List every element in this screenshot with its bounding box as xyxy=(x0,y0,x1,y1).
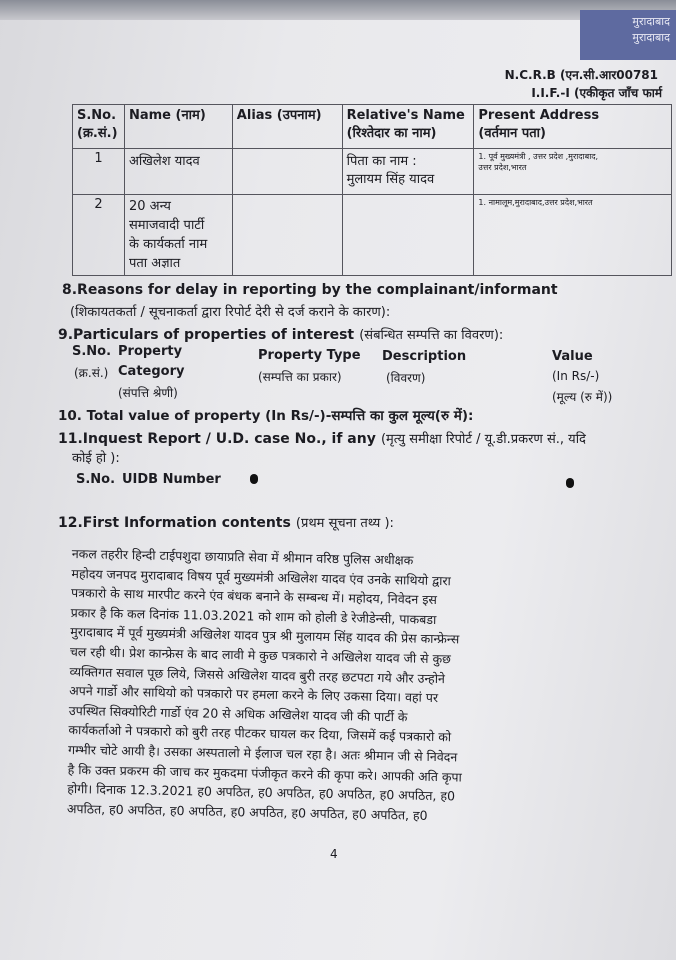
iif-header: I.I.F.-I (एकीकृत जाँच फार्म xyxy=(531,86,662,100)
stamp-line-1: मुरादाबाद xyxy=(632,15,670,28)
ink-blot xyxy=(250,474,258,484)
prop-col-value-hi: (मूल्य (रु में)) xyxy=(552,390,613,404)
col-relative-hi: (रिश्तेदार का नाम) xyxy=(346,126,437,141)
section-11-title-hi: (मृत्यु समीक्षा रिपोर्ट / यू.डी.प्रकरण सं., यदि xyxy=(380,432,586,447)
prop-col-category-hi: (संपत्ति श्रेणी) xyxy=(118,386,178,400)
row1-alias xyxy=(232,149,342,195)
fir-line: नकल तहरीर हिन्दी टाईपशुदा छायाप्रति सेवा में श्रीमान वरिष्ठ पुलिस अधीक्षक xyxy=(71,545,414,568)
row1-address xyxy=(474,149,672,195)
row1-address-2: उत्तर प्रदेश,भारत xyxy=(478,163,527,172)
prop-col-category: Category xyxy=(118,364,185,379)
prop-col-value-unit: (In Rs/-) xyxy=(552,369,600,383)
row2-alias xyxy=(232,195,342,276)
section-12-title-hi: (प्रथम सूचना तथ्य ): xyxy=(295,516,394,531)
inquest-col-sno: S.No. xyxy=(76,472,116,487)
prop-col-type-hi: (सम्पत्ति का प्रकार) xyxy=(258,370,342,384)
inquest-col-uidb: UIDB Number xyxy=(122,472,221,487)
section-12-heading xyxy=(58,512,394,531)
prop-col-type: Property Type xyxy=(258,348,361,363)
col-address-hi: (वर्तमान पता) xyxy=(478,126,546,141)
row2-name-1: 20 अन्य xyxy=(128,199,171,214)
fir-line: मुरादाबाद में पूर्व मुख्यमंत्री अखिलेश यादव पुत्र श्री मुलायम सिंह यादव की प्रेस कान्फ्रेन्स xyxy=(70,624,460,647)
row1-relative-2: मुलायम सिंह यादव xyxy=(346,172,435,187)
fir-line: उपस्थित सिक्योरिटी गार्डो एंव 20 से अधिक अखिलेश यादव जी की पार्टी के xyxy=(68,702,408,725)
fir-line: अपठित, ह0 अपठित, ह0 अपठित, ह0 अपठित, ह0 अपठित, ह0 अपठित, ह0 xyxy=(66,800,428,823)
fir-line: महोदय जनपद मुरादाबाद विषय पूर्व मुख्यमंत्री अखिलेश यादव एंव उनके साथियो द्वारा xyxy=(71,565,451,588)
accused-table xyxy=(72,104,672,276)
row1-address-1: 1. पूर्व मुख्यमंत्री , उत्तर प्रदेश ,मुरादाबाद, xyxy=(478,152,599,161)
page-number: 4 xyxy=(330,847,338,861)
fir-line: होगी। दिनाक 12.3.2021 ह0 अपठित, ह0 अपठित, ह0 अपठित, ह0 अपठित, ह0 xyxy=(67,781,456,804)
row2-sno: 2 xyxy=(73,195,125,276)
office-stamp xyxy=(580,10,676,60)
row2-name-4: पता अज्ञात xyxy=(128,256,181,271)
section-8-title: 8.Reasons for delay in reporting by the complainant/informant xyxy=(62,282,558,298)
col-relative-en: Relative's Name xyxy=(346,108,465,123)
section-11-title: 11.Inquest Report / U.D. case No., if any xyxy=(58,431,376,447)
fir-line: व्यक्तिगत सवाल पूछ लिये, जिससे अखिलेश यादव बुरी तरह छटपटा गये और उन्होने xyxy=(69,663,446,686)
fir-line: है कि उक्त प्रकरम की जाच कर मुकदमा पंजीकृत करने की कृपा करे। आपकी अति कृपा xyxy=(67,761,463,785)
section-11-heading xyxy=(58,428,586,447)
fir-line: गम्भीर चोटे आयी है। उसका अस्पतालो मे ईलाज चल रहा है। अतः श्रीमान जी से निवेदन xyxy=(67,741,458,765)
row1-name: अखिलेश यादव xyxy=(124,149,232,195)
accused-table-header xyxy=(73,105,672,149)
col-sno-hi: (क्र.सं.) xyxy=(77,126,118,141)
col-name: Name (नाम) xyxy=(124,105,232,149)
row1-relative xyxy=(342,149,474,195)
section-8-subtitle: (शिकायतकर्ता / सूचनाकर्ता द्वारा रिपोर्ट देरी से दर्ज कराने के कारण): xyxy=(70,305,391,320)
row2-name-3: के कार्यकर्ता नाम xyxy=(128,237,208,252)
ink-blot xyxy=(566,478,574,488)
prop-col-value: Value xyxy=(552,349,593,364)
stamp-line-2: मुरादाबाद xyxy=(632,31,670,44)
section-9-title-hi: (संबन्धित सम्पत्ति का विवरण): xyxy=(359,328,504,343)
prop-col-sno: S.No. xyxy=(72,344,112,359)
col-sno xyxy=(73,105,125,149)
row1-sno: 1 xyxy=(73,149,125,195)
row2-address xyxy=(474,195,672,276)
section-9-heading xyxy=(58,324,503,343)
row2-address-1: 1. नामालूम,मुरादाबाद,उत्तर प्रदेश,भारत xyxy=(478,198,593,207)
row2-name-2: समाजवादी पार्टी xyxy=(128,218,205,233)
fir-line: पत्रकारो के साथ मारपीट करने एंव बंधक बनाने के सम्बन्ध में। महोदय, निवेदन इस xyxy=(70,585,438,608)
prop-col-description: Description xyxy=(382,349,467,364)
section-11-title-hi-2: कोई हो ): xyxy=(72,451,120,466)
col-relative xyxy=(342,105,474,149)
row2-relative xyxy=(342,195,474,276)
section-9-title: 9.Particulars of properties of interest xyxy=(58,327,355,343)
col-alias: Alias (उपनाम) xyxy=(232,105,342,149)
first-information-text xyxy=(67,544,592,828)
paper-fold-shadow xyxy=(0,0,676,20)
col-address-en: Present Address xyxy=(478,108,600,123)
fir-line: चल रही थी। प्रेश कान्फ्रेस के बाद लावी मे कुछ पत्रकारो ने अखिलेश यादव जी से कुछ xyxy=(69,643,452,667)
fir-line: अपने गार्डो और साथियो को पत्रकारो पर हमला करने के लिए उकसा दिया। वहां पर xyxy=(69,683,439,706)
prop-col-description-hi: (विवरण) xyxy=(386,371,426,385)
fir-line: कार्यकर्ताओ ने पत्रकारो को बुरी तरह पीटकर घायल कर दिया, जिसमें कई पत्रकारो को xyxy=(68,722,452,745)
ncrb-header: N.C.R.B (एन.सी.आर00781 xyxy=(504,68,658,82)
prop-col-property: Property xyxy=(118,344,183,359)
col-sno-en: S.No. xyxy=(77,108,117,123)
row2-name xyxy=(124,195,232,276)
table-row xyxy=(73,149,672,195)
row1-relative-1: पिता का नाम : xyxy=(346,154,417,169)
table-row xyxy=(73,195,672,276)
section-10-title: 10. Total value of property (In Rs/-)-सम्पत्ति का कुल मूल्य(रु में): xyxy=(58,408,474,424)
fir-line: प्रकार है कि कल दिनांक 11.03.2021 को शाम को होली डे रेजीडेन्सी, पाकबडा xyxy=(70,604,437,627)
prop-col-sno-hi: (क्र.सं.) xyxy=(74,366,109,380)
section-12-title: 12.First Information contents xyxy=(58,515,291,531)
col-address xyxy=(474,105,672,149)
